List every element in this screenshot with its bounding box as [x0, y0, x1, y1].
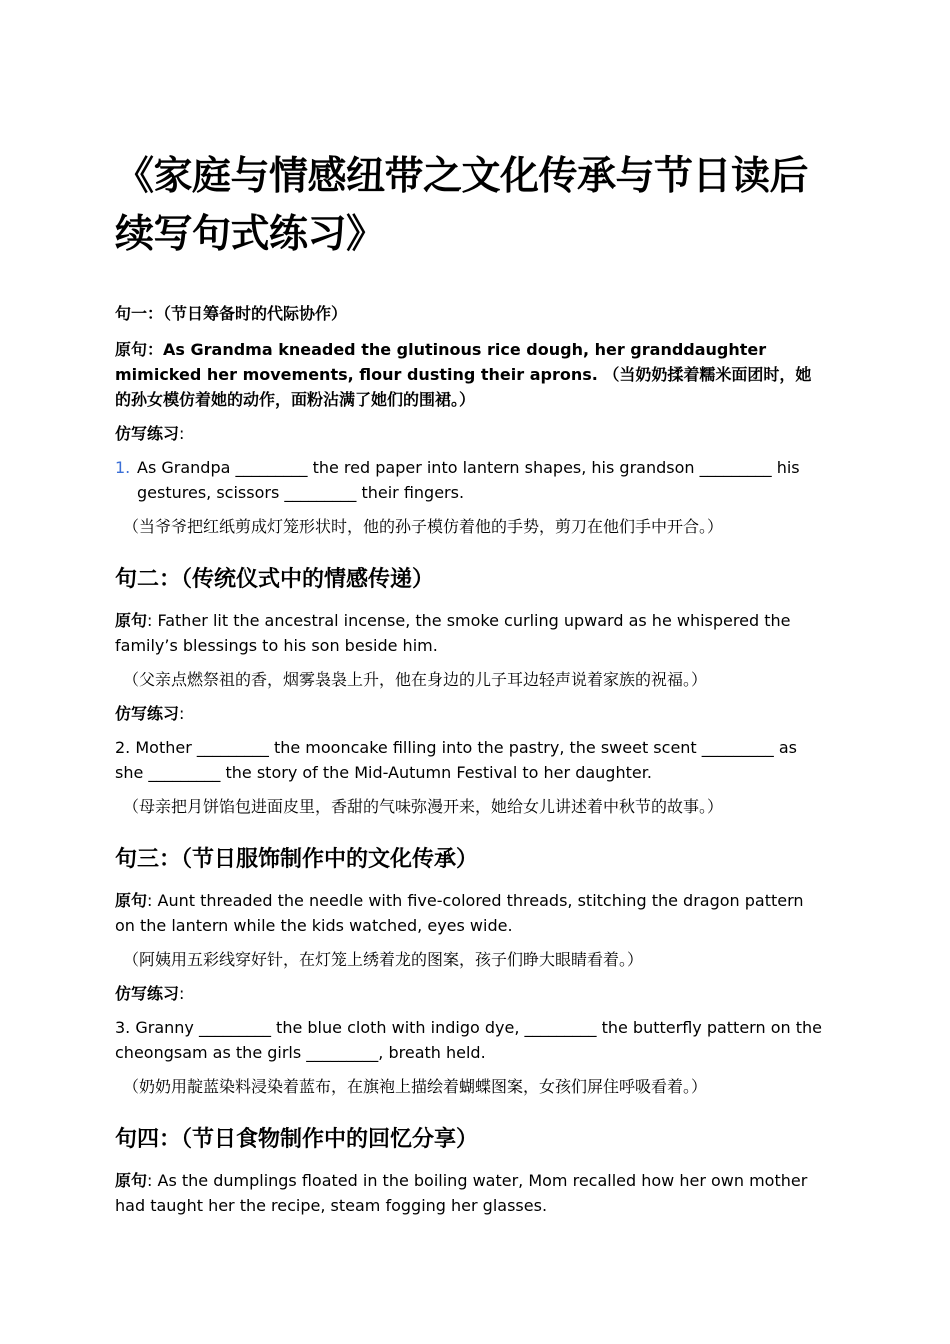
section-2-original-translation: （父亲点燃祭祖的香，烟雾袅袅上升，他在身边的儿子耳边轻声说着家族的祝福。）	[123, 670, 708, 689]
section-3-translation: （奶奶用靛蓝染料浸染着蓝布，在旗袍上描绘着蝴蝶图案，女孩们屏住呼吸看着。）	[123, 1077, 708, 1096]
original-label: 原句	[115, 891, 148, 910]
original-text: As Grandma kneaded the glutinous rice dough, her granddaughter mimicked her movements, flour dusting their aprons. （当奶奶揉着糯米面团时，她的孙女模仿着她的动作，面粉沾满了她们的围裙。）	[115, 340, 812, 409]
original-colon: :	[147, 891, 153, 910]
practice-text: As Grandpa _________ the red paper into lantern shapes, his grandson _________ his gestures, scissors _________ their fingers.	[137, 458, 800, 502]
section-3-heading: 句三：（节日服饰制作中的文化传承）	[115, 847, 479, 872]
original-label: 原句	[115, 1171, 148, 1190]
section-2	[115, 564, 827, 819]
document-title: 《家庭与情感纽带之文化传承与节日读后续写句式练习》	[115, 154, 809, 257]
original-colon: :	[147, 1171, 153, 1190]
section-3-original-translation: （阿姨用五彩线穿好针，在灯笼上绣着龙的图案，孩子们睁大眼睛看着。）	[123, 950, 644, 969]
section-1-heading: 句一：（节日筹备时的代际协作）	[115, 304, 348, 323]
section-3-original	[115, 888, 827, 938]
section-3-practice-text: 3. Granny _________ the blue cloth with indigo dye, _________ the butterfly pattern on the cheongsam as the girls _________, breath held.	[115, 1018, 822, 1062]
section-2-practice-label	[115, 701, 827, 726]
section-1-practice-item	[115, 455, 827, 505]
document-page	[115, 148, 827, 1227]
practice-label: 仿写练习	[115, 984, 180, 1003]
original-label: 原句：	[115, 340, 164, 359]
section-2-original	[115, 608, 827, 658]
original-label: 原句	[115, 611, 148, 630]
practice-label: 仿写练习	[115, 424, 180, 443]
section-4	[115, 1124, 827, 1218]
section-1-practice-label	[115, 421, 827, 446]
section-4-heading: 句四：（节日食物制作中的回忆分享）	[115, 1127, 479, 1152]
practice-colon: :	[179, 704, 185, 723]
original-text: Aunt threaded the needle with five-colored threads, stitching the dragon pattern on the lantern while the kids watched, eyes wide.	[115, 891, 804, 935]
practice-colon: :	[179, 424, 185, 443]
practice-colon: :	[179, 984, 185, 1003]
section-4-original	[115, 1168, 827, 1218]
section-3	[115, 844, 827, 1099]
original-colon: :	[147, 611, 153, 630]
section-1-original	[115, 337, 827, 412]
list-number: 1.	[115, 458, 131, 477]
section-2-translation: （母亲把月饼馅包进面皮里，香甜的气味弥漫开来，她给女儿讲述着中秋节的故事。）	[123, 797, 724, 816]
section-3-practice-label	[115, 981, 827, 1006]
section-2-heading: 句二：（传统仪式中的情感传递）	[115, 567, 435, 592]
practice-label: 仿写练习	[115, 704, 180, 723]
original-text: As the dumplings floated in the boiling water, Mom recalled how her own mother had taught her the recipe, steam fogging her glasses.	[115, 1171, 808, 1215]
section-1	[115, 302, 827, 539]
original-text: Father lit the ancestral incense, the smoke curling upward as he whispered the family’s blessings to his son beside him.	[115, 611, 791, 655]
section-1-translation: （当爷爷把红纸剪成灯笼形状时，他的孙子模仿着他的手势，剪刀在他们手中开合。）	[123, 517, 724, 536]
section-2-practice-text: 2. Mother _________ the mooncake filling into the pastry, the sweet scent _________ as she _________ the story of the Mid-Autumn Festival to her daughter.	[115, 738, 798, 782]
